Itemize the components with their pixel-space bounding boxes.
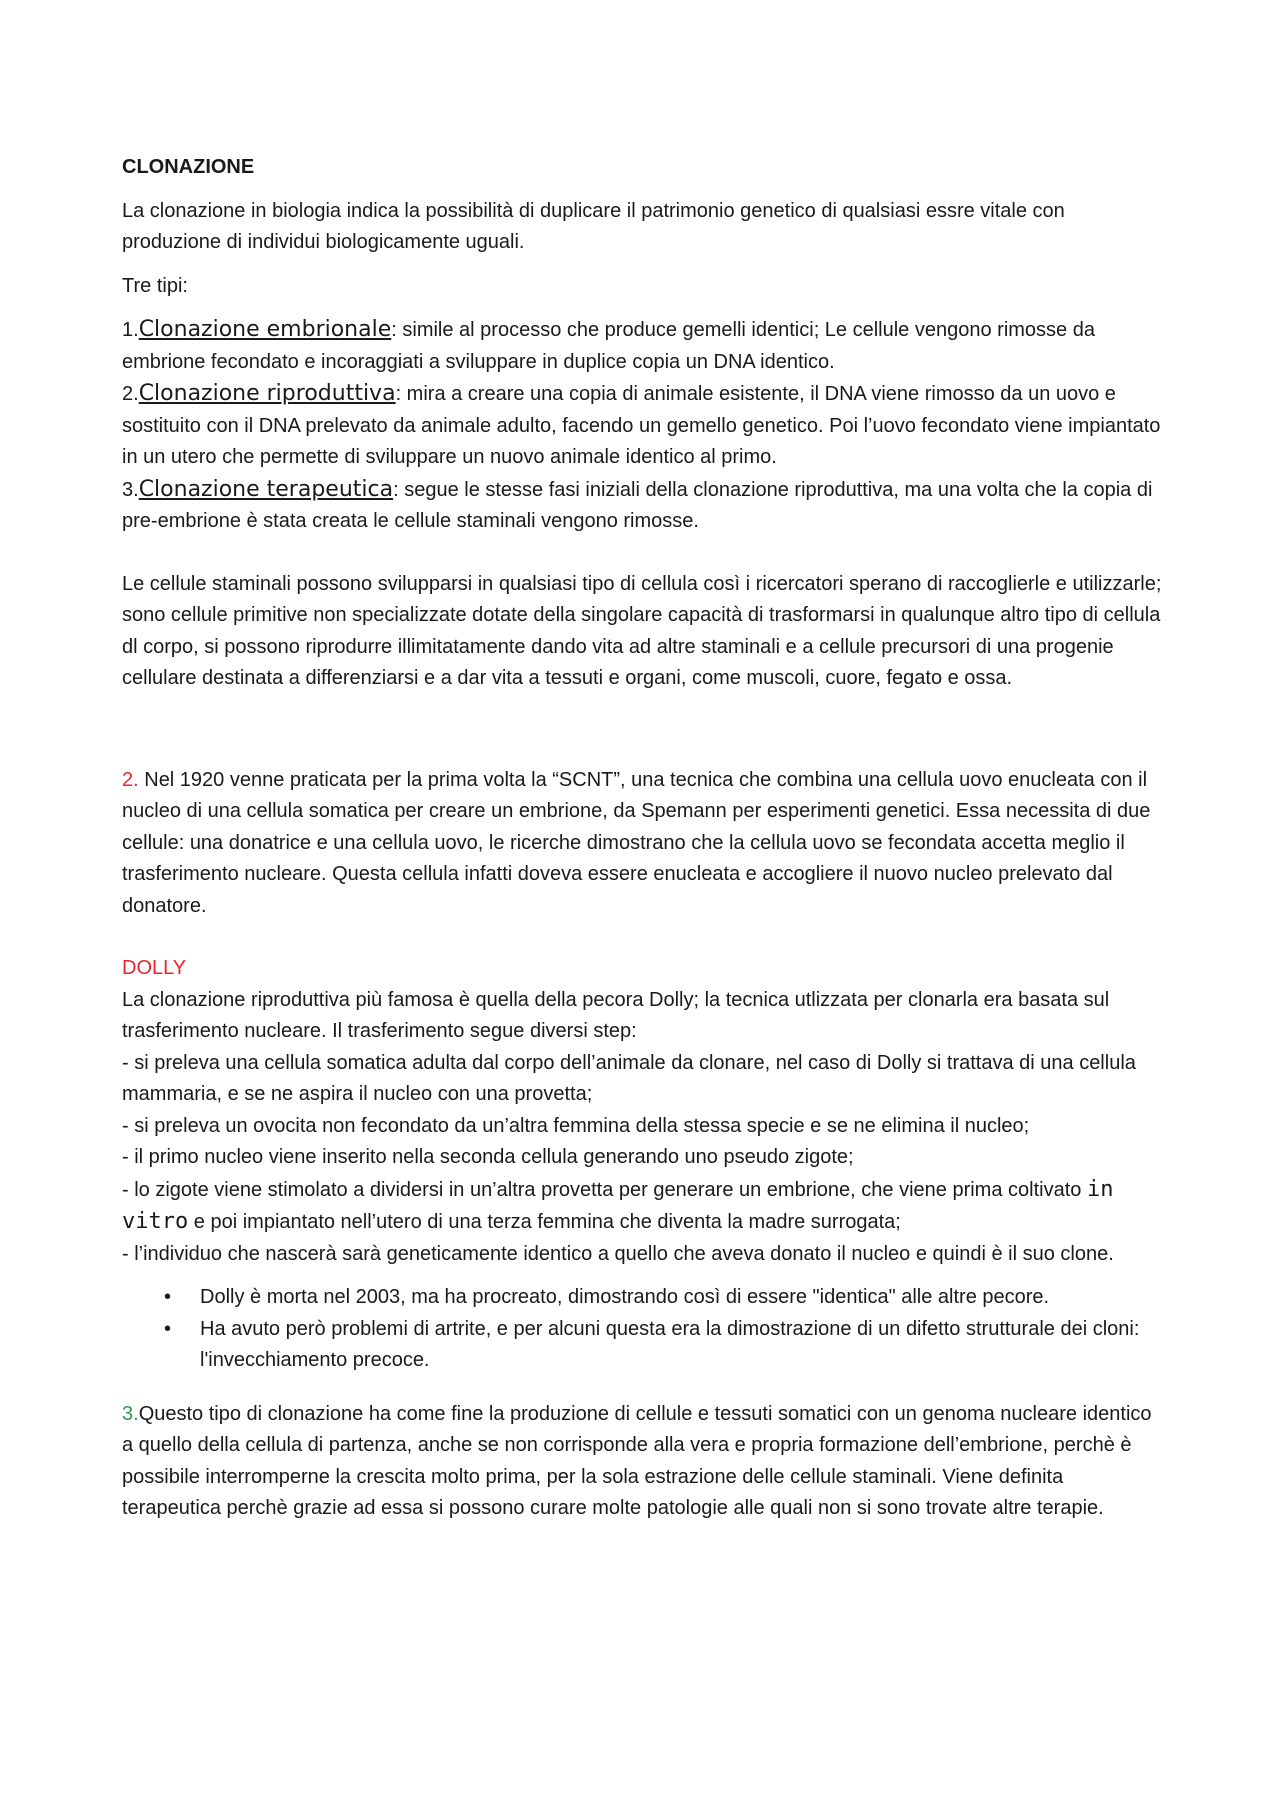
type-description: : mira a creare una copia di animale esistente, il DNA viene rimosso da un uovo e sostituito con il DNA prelevato da animale adulto, facendo un gemello genetico. Poi l’uovo fecondato viene impiantato in un utero che permette di sviluppare un nuovo animale identico al primo. [122,383,1161,468]
list-item [164,1314,1167,1377]
dolly-intro: La clonazione riproduttiva più famosa è quella della pecora Dolly; la tecnica utlizzata per clonarla era basata sul trasferimento nucleare. Il trasferimento segue diversi step: [122,988,1110,1042]
type-description: : segue le stesse fasi iniziali della clonazione riproduttiva, ma una volta che la copia di pre-embrione è stata creata le cellule staminali vengono rimosse. [122,478,1153,532]
dolly-heading: DOLLY [122,957,187,979]
type-item-embrionale [122,314,1167,378]
dolly-step-4-text-end: e poi impiantato nell’utero di una terza femmina che diventa la madre surrogata; [188,1211,901,1233]
type-term-link[interactable]: Clonazione riproduttiva [138,381,396,406]
in-vitro-term: in vitro [122,1176,1114,1234]
section-2-number: 2. [122,768,139,791]
section-3-paragraph [122,1399,1167,1525]
stem-cells-paragraph: Le cellule staminali possono svilupparsi in qualsiasi tipo di cellula così i ricercatori sperano di raccoglierle e utilizzarle; sono cellule primitive non specializzate dotate della singolare capacità di trasformarsi in qualunque altro tipo di cellula dl corpo, si possono riprodurre illimitatamente dando vita ad altre staminali e a cellule precursori di una progenie cellulare destinata a differenziarsi e a dar vita a tessuti e organi, come muscoli, cuore, fegato e ossa. [122,572,1162,689]
bullet-icon: • [164,1286,172,1308]
type-item-riproduttiva [122,378,1167,474]
type-number: 2. [122,383,139,405]
document-page [122,152,1167,1525]
dolly-step-3: - il primo nucleo viene inserito nella seconda cellula generando uno pseudo zigote; [122,1146,854,1168]
type-number: 3. [122,478,139,501]
bullet-text: Ha avuto però problemi di artrite, e per alcuni questa era la dimostrazione di un difetto strutturale dei cloni: l'invecchiamento precoce. [200,1317,1140,1371]
dolly-bullet-list [122,1282,1167,1377]
section-2-text: Nel 1920 venne praticata per la prima volta la “SCNT”, una tecnica che combina una cellula uovo enucleata con il nucleo di una cellula somatica per creare un embrione, da Spemann per esperimenti genetici. Essa necessita di due cellule: una donatrice e una cellula uovo, le ricerche dimostrano che la cellula uovo se fecondata accetta meglio il trasferimento nucleare. Questa cellula infatti doveva essere enucleata e accogliere il nuovo nucleo prelevato dal donatore. [122,768,1151,917]
section-3-number: 3. [122,1402,139,1425]
intro-paragraph: La clonazione in biologia indica la possibilità di duplicare il patrimonio genetico di qualsiasi essre vitale con produzione di individui biologicamente uguali. [122,199,1065,253]
type-term-link[interactable]: Clonazione terapeutica [138,476,394,502]
dolly-step-4 [122,1174,1167,1239]
type-term-link[interactable]: Clonazione embrionale [138,317,392,342]
bullet-icon: • [164,1317,172,1340]
type-description: : simile al processo che produce gemelli identici; Le cellule vengono rimosse da embrione fecondato e incoraggiati a svilupparе in duplice copia un DNA identico. [122,319,1095,373]
types-label: Tre tipi: [122,274,188,297]
dolly-step-2: - si preleva un ovocita non fecondato da un’altra femmina della stessa specie e se ne elimina il nucleo; [122,1114,1030,1137]
type-number: 1. [122,319,139,341]
bullet-text: Dolly è morta nel 2003, ma ha procreato, dimostrando così di essere "identica" alle altre pecore. [200,1286,1050,1308]
page-title: CLONAZIONE [122,156,255,178]
dolly-step-5: - l’individuo che nascerà sarà geneticamente identico a quello che aveva donato il nucleo e quindi è il suo clone. [122,1242,1114,1265]
section-3-text: Questo tipo di clonazione ha come fine la produzione di cellule e tessuti somatici con un genoma nucleare identico a quello della cellula di partenza, anche se non corrisponde alla vera e propria formazione dell’embrione, perchè è possibile interromperne la crescita molto prima, per la sola estrazione delle cellule staminali. Viene definita terapeutica perchè grazie ad essa si possono curare molte patologie alle quali non si sono trovate altre terapie. [122,1402,1152,1519]
dolly-step-4-text: - lo zigote viene stimolato a dividersi in un’altra provetta per generare un embrione, che viene prima coltivato [122,1178,1087,1201]
type-item-terapeutica [122,474,1167,538]
section-2-paragraph [122,765,1167,923]
list-item [164,1282,1167,1314]
dolly-step-1: - si preleva una cellula somatica adulta dal corpo dell’animale da clonare, nel caso di Dolly si trattava di una cellula mammaria, e se ne aspira il nucleo con una provetta; [122,1051,1136,1105]
